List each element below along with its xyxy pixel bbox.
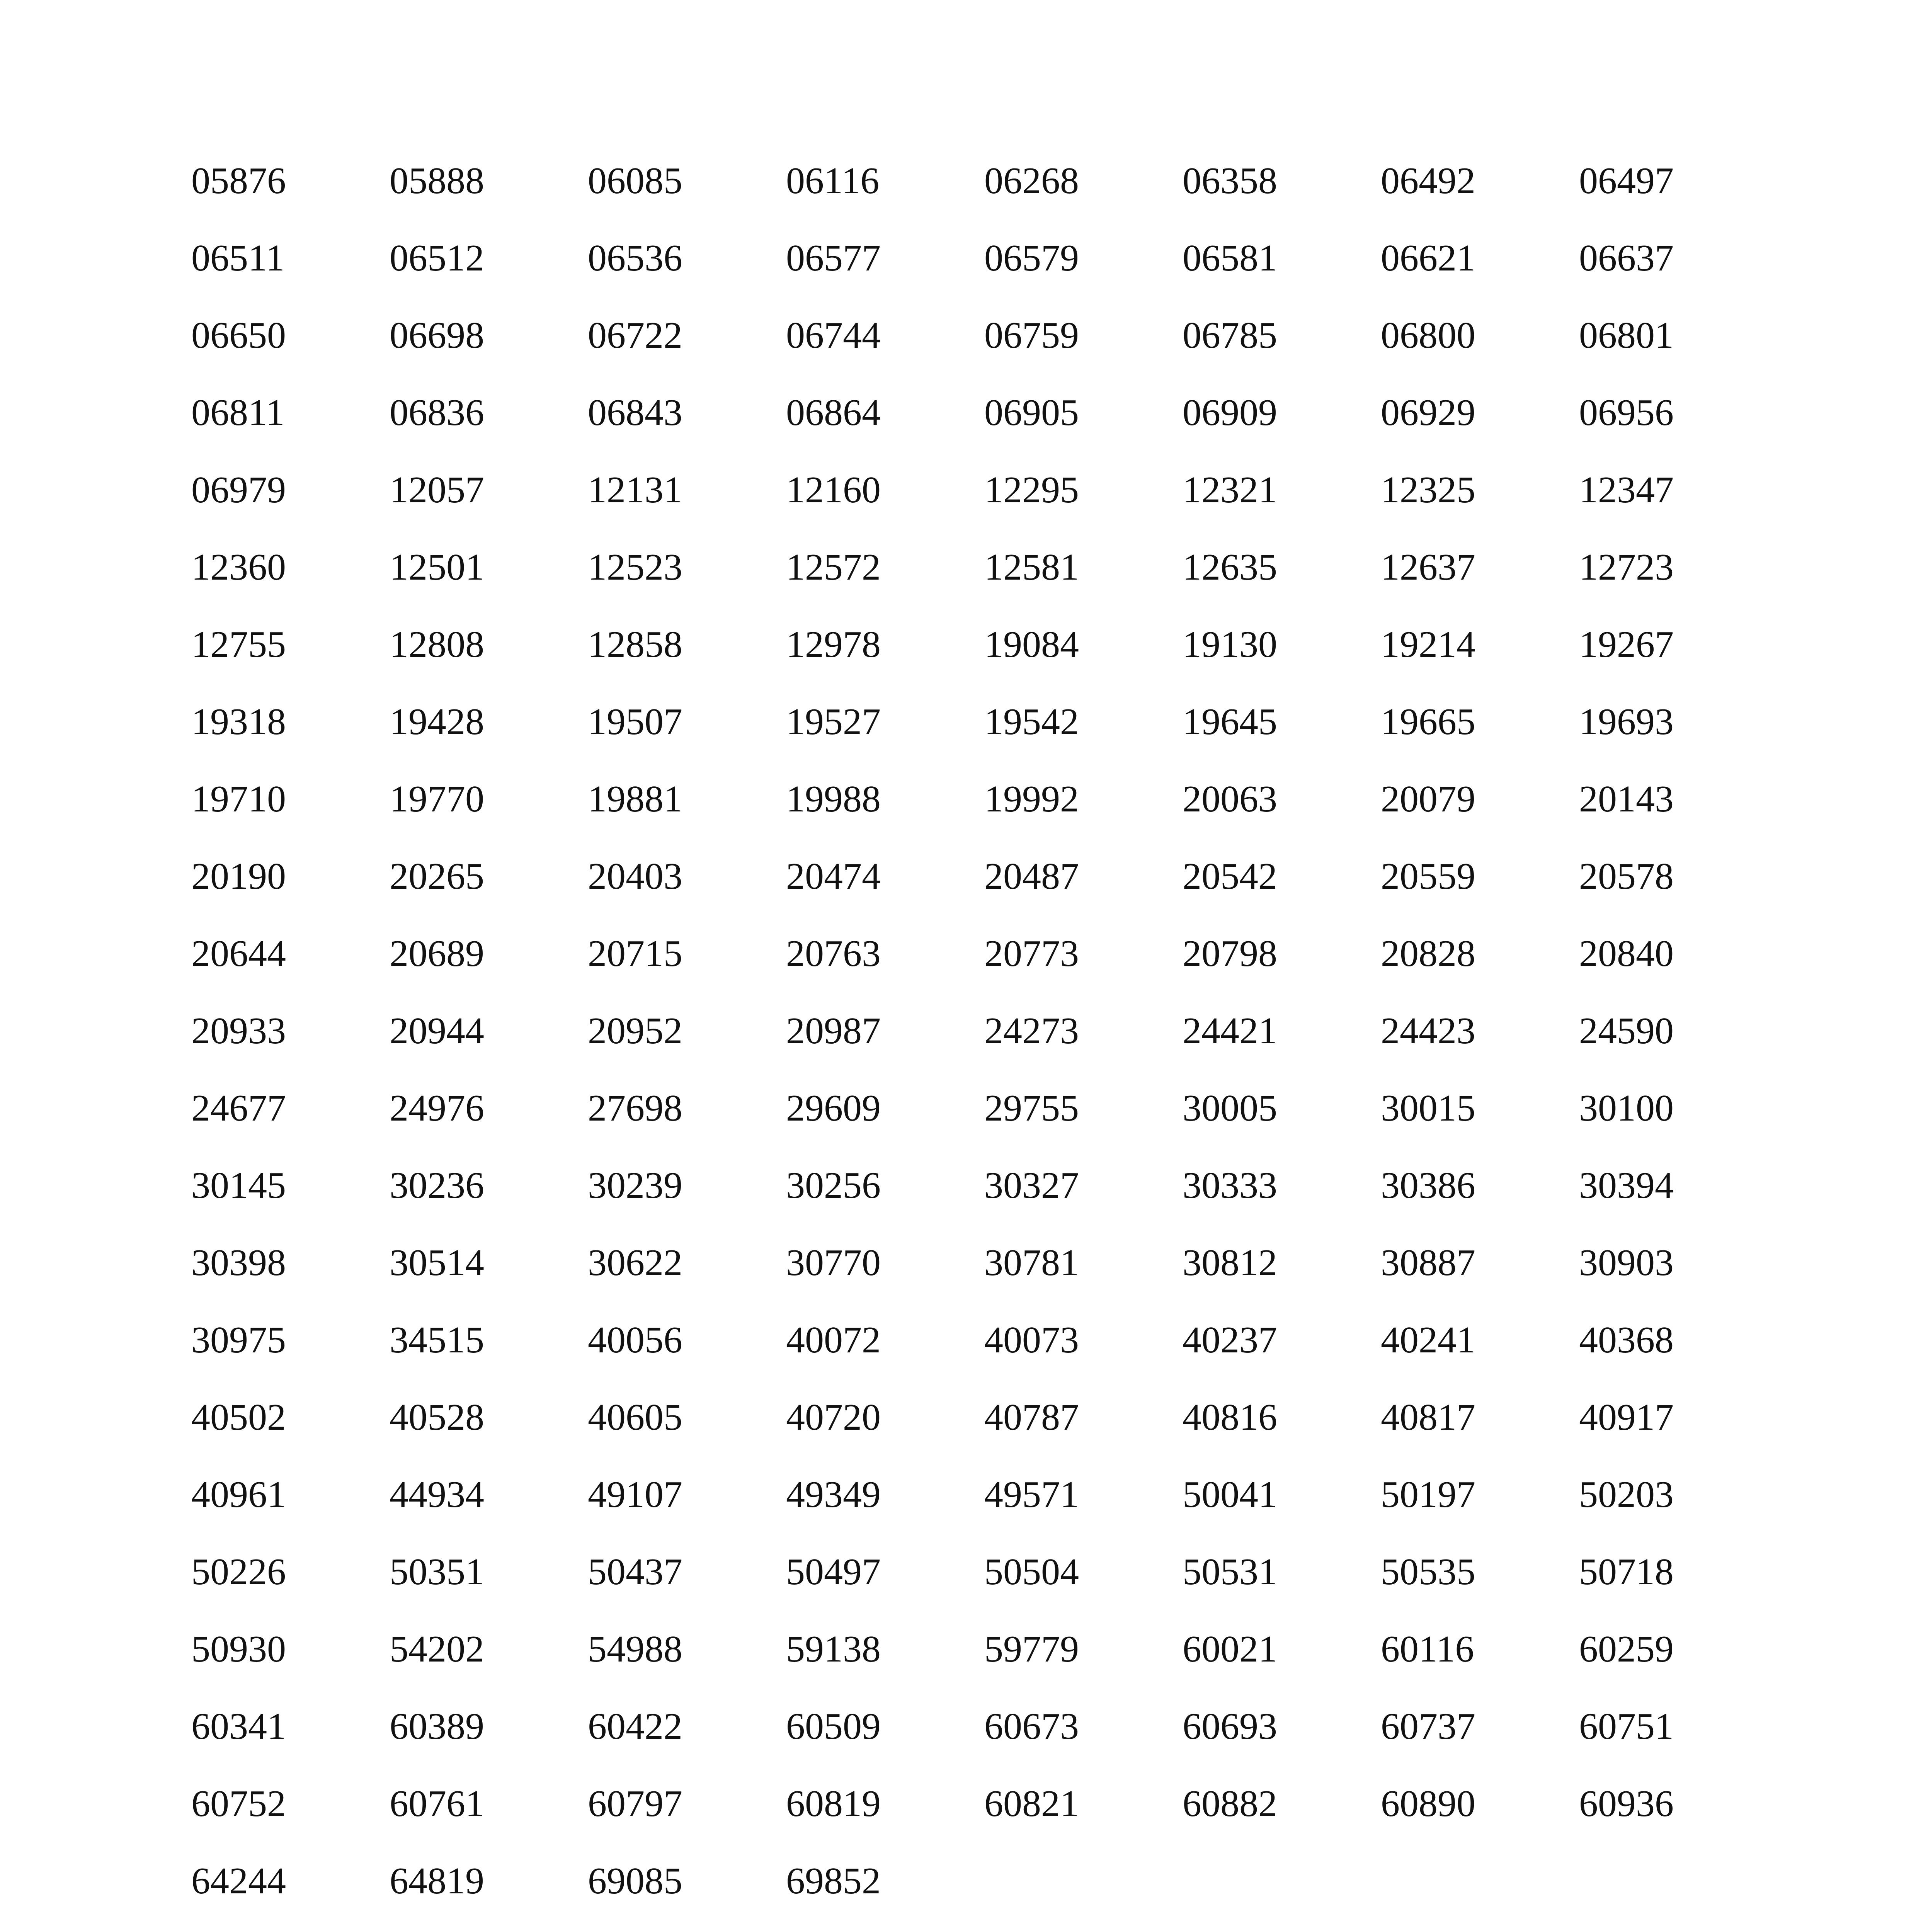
- number-cell: 40961: [191, 1474, 286, 1515]
- number-cell: 19992: [984, 778, 1079, 820]
- number-cell: 60890: [1381, 1783, 1475, 1825]
- number-cell: 40241: [1381, 1319, 1475, 1361]
- number-cell: 19267: [1579, 624, 1674, 665]
- number-cell: 06759: [984, 315, 1079, 356]
- number-cell: 30005: [1183, 1087, 1277, 1129]
- number-cell: 20542: [1183, 855, 1277, 897]
- number-cell: 30622: [588, 1242, 682, 1284]
- number-cell: 19693: [1579, 701, 1674, 743]
- number-cell: 59779: [984, 1628, 1079, 1670]
- number-cell: 60751: [1579, 1706, 1674, 1747]
- number-cell: 24976: [390, 1087, 484, 1129]
- number-cell: 20487: [984, 855, 1079, 897]
- number-cell: 12581: [984, 546, 1079, 588]
- number-cell: 19988: [786, 778, 881, 820]
- number-cell: 40072: [786, 1319, 881, 1361]
- number-cell: 20689: [390, 933, 484, 975]
- number-cell: 50197: [1381, 1474, 1475, 1515]
- number-cell: 06268: [984, 160, 1079, 202]
- number-cell: 05876: [191, 160, 286, 202]
- number-cell: 12723: [1579, 546, 1674, 588]
- number-cell: 12808: [390, 624, 484, 665]
- number-cell: 60882: [1183, 1783, 1277, 1825]
- number-cell: 12978: [786, 624, 881, 665]
- number-cell: 30145: [191, 1165, 286, 1206]
- number-cell: 24590: [1579, 1010, 1674, 1052]
- number-cell: 49571: [984, 1474, 1079, 1515]
- number-cell: 40917: [1579, 1396, 1674, 1438]
- number-cell: 20828: [1381, 933, 1475, 975]
- number-cell: 60797: [588, 1783, 682, 1825]
- number-cell: 50497: [786, 1551, 881, 1593]
- number-cell: 60936: [1579, 1783, 1674, 1825]
- number-cell: 30903: [1579, 1242, 1674, 1284]
- number-cell: 12160: [786, 469, 881, 511]
- number-cell: 50504: [984, 1551, 1079, 1593]
- number-cell: 60509: [786, 1706, 881, 1747]
- number-cell: 27698: [588, 1087, 682, 1129]
- number-cell: 50041: [1183, 1474, 1277, 1515]
- number-cell: 06512: [390, 237, 484, 279]
- number-cell: 12057: [390, 469, 484, 511]
- number-cell: 19084: [984, 624, 1079, 665]
- number-cell: 30975: [191, 1319, 286, 1361]
- number-cell: 60673: [984, 1706, 1079, 1747]
- number-cell: 50351: [390, 1551, 484, 1593]
- number-cell: 60819: [786, 1783, 881, 1825]
- number-cell: 06579: [984, 237, 1079, 279]
- number-cell: 54988: [588, 1628, 682, 1670]
- number-cell: 24421: [1183, 1010, 1277, 1052]
- number-cell: 34515: [390, 1319, 484, 1361]
- number-cell: 20063: [1183, 778, 1277, 820]
- number-cell: 30015: [1381, 1087, 1475, 1129]
- number-cell: 20987: [786, 1010, 881, 1052]
- number-cell: 59138: [786, 1628, 881, 1670]
- number-cell: 12325: [1381, 469, 1475, 511]
- number-cell: 29755: [984, 1087, 1079, 1129]
- number-cell: 30256: [786, 1165, 881, 1206]
- number-cell: 06864: [786, 392, 881, 434]
- number-cell: 50437: [588, 1551, 682, 1593]
- number-cell: 19710: [191, 778, 286, 820]
- number-cell: 30386: [1381, 1165, 1475, 1206]
- number-cell: 20559: [1381, 855, 1475, 897]
- number-cell: 06581: [1183, 237, 1277, 279]
- number-cell: 06085: [588, 160, 682, 202]
- number-cell: 60761: [390, 1783, 484, 1825]
- number-cell: 06536: [588, 237, 682, 279]
- number-cell: 06698: [390, 315, 484, 356]
- number-cell: 40787: [984, 1396, 1079, 1438]
- number-cell: 06929: [1381, 392, 1475, 434]
- number-cell: 50718: [1579, 1551, 1674, 1593]
- number-cell: 30770: [786, 1242, 881, 1284]
- number-cell: 06511: [191, 237, 285, 279]
- number-cell: 69852: [786, 1860, 881, 1902]
- number-cell: 24677: [191, 1087, 286, 1129]
- number-cell: 06836: [390, 392, 484, 434]
- number-cell: 30394: [1579, 1165, 1674, 1206]
- number-cell: 30239: [588, 1165, 682, 1206]
- number-cell: 19645: [1183, 701, 1277, 743]
- number-cell: 40237: [1183, 1319, 1277, 1361]
- number-cell: 19318: [191, 701, 286, 743]
- number-cell: 19527: [786, 701, 881, 743]
- number-cell: 44934: [390, 1474, 484, 1515]
- number-cell: 50535: [1381, 1551, 1475, 1593]
- number-cell: 19542: [984, 701, 1079, 743]
- number-cell: 29609: [786, 1087, 881, 1129]
- number-cell: 06577: [786, 237, 881, 279]
- number-cell: 24273: [984, 1010, 1079, 1052]
- number-cell: 06744: [786, 315, 881, 356]
- number-cell: 50203: [1579, 1474, 1674, 1515]
- number-cell: 30327: [984, 1165, 1079, 1206]
- number-cell: 49349: [786, 1474, 881, 1515]
- number-cell: 06358: [1183, 160, 1277, 202]
- number-cell: 60693: [1183, 1706, 1277, 1747]
- number-cell: 06621: [1381, 237, 1475, 279]
- number-cell: 12572: [786, 546, 881, 588]
- number-cell: 60737: [1381, 1706, 1475, 1747]
- number-cell: 19665: [1381, 701, 1475, 743]
- number-cell: 12523: [588, 546, 682, 588]
- number-cell: 20933: [191, 1010, 286, 1052]
- number-cell: 50226: [191, 1551, 286, 1593]
- number-cell: 06811: [191, 392, 285, 434]
- number-cell: 60821: [984, 1783, 1079, 1825]
- number-cell: 12295: [984, 469, 1079, 511]
- number-cell: 20763: [786, 933, 881, 975]
- number-cell: 64819: [390, 1860, 484, 1902]
- number-cell: 30887: [1381, 1242, 1475, 1284]
- number-list-top: [191, 142, 1777, 1920]
- number-cell: 12637: [1381, 546, 1475, 588]
- number-cell: 60341: [191, 1706, 286, 1747]
- number-cell: 30781: [984, 1242, 1079, 1284]
- number-cell: 40368: [1579, 1319, 1674, 1361]
- number-cell: 30333: [1183, 1165, 1277, 1206]
- number-cell: 40056: [588, 1319, 682, 1361]
- number-cell: 12321: [1183, 469, 1277, 511]
- number-cell: 20798: [1183, 933, 1277, 975]
- number-cell: 54202: [390, 1628, 484, 1670]
- number-cell: 60752: [191, 1783, 286, 1825]
- number-cell: 30812: [1183, 1242, 1277, 1284]
- number-cell: 60259: [1579, 1628, 1674, 1670]
- number-cell: 20644: [191, 933, 286, 975]
- number-cell: 12635: [1183, 546, 1277, 588]
- number-cell: 06722: [588, 315, 682, 356]
- number-cell: 06497: [1579, 160, 1674, 202]
- number-cell: 20578: [1579, 855, 1674, 897]
- number-cell: 50531: [1183, 1551, 1277, 1593]
- number-cell: 60422: [588, 1706, 682, 1747]
- number-cell: 20079: [1381, 778, 1475, 820]
- number-cell: 64244: [191, 1860, 286, 1902]
- number-cell: 40605: [588, 1396, 682, 1438]
- number-cell: 20474: [786, 855, 881, 897]
- number-cell: 19881: [588, 778, 682, 820]
- number-cell: 40528: [390, 1396, 484, 1438]
- number-cell: 06650: [191, 315, 286, 356]
- number-cell: 30100: [1579, 1087, 1674, 1129]
- number-cell: 06843: [588, 392, 682, 434]
- number-cell: 06785: [1183, 315, 1277, 356]
- number-cell: 30514: [390, 1242, 484, 1284]
- number-cell: 12360: [191, 546, 286, 588]
- number-cell: 20265: [390, 855, 484, 897]
- number-cell: 20190: [191, 855, 286, 897]
- number-cell: 24423: [1381, 1010, 1475, 1052]
- number-cell: 20143: [1579, 778, 1674, 820]
- number-cell: 40816: [1183, 1396, 1277, 1438]
- number-cell: 06956: [1579, 392, 1674, 434]
- number-cell: 30236: [390, 1165, 484, 1206]
- number-cell: 06116: [786, 160, 880, 202]
- number-cell: 06492: [1381, 160, 1475, 202]
- number-cell: 60389: [390, 1706, 484, 1747]
- number-cell: 20403: [588, 855, 682, 897]
- number-cell: 12131: [588, 469, 682, 511]
- number-cell: 60116: [1381, 1628, 1474, 1670]
- number-cell: 12858: [588, 624, 682, 665]
- number-cell: 30398: [191, 1242, 286, 1284]
- number-cell: 06909: [1183, 392, 1277, 434]
- number-cell: 06801: [1579, 315, 1674, 356]
- number-cell: 19428: [390, 701, 484, 743]
- number-cell: 19214: [1381, 624, 1475, 665]
- number-cell: 12501: [390, 546, 484, 588]
- number-cell: 06800: [1381, 315, 1475, 356]
- number-cell: 19770: [390, 778, 484, 820]
- number-cell: 40073: [984, 1319, 1079, 1361]
- number-cell: 12755: [191, 624, 286, 665]
- number-cell: 20944: [390, 1010, 484, 1052]
- number-cell: 05888: [390, 160, 484, 202]
- number-cell: 60021: [1183, 1628, 1277, 1670]
- number-cell: 69085: [588, 1860, 682, 1902]
- number-cell: 40817: [1381, 1396, 1475, 1438]
- number-cell: 50930: [191, 1628, 286, 1670]
- number-cell: 19507: [588, 701, 682, 743]
- number-cell: 06637: [1579, 237, 1674, 279]
- number-cell: 20840: [1579, 933, 1674, 975]
- number-cell: 20952: [588, 1010, 682, 1052]
- number-cell: 20715: [588, 933, 682, 975]
- number-cell: 49107: [588, 1474, 682, 1515]
- number-cell: 06979: [191, 469, 286, 511]
- number-cell: 40720: [786, 1396, 881, 1438]
- number-cell: 20773: [984, 933, 1079, 975]
- number-cell: 19130: [1183, 624, 1277, 665]
- number-cell: 40502: [191, 1396, 286, 1438]
- number-cell: 12347: [1579, 469, 1674, 511]
- number-cell: 06905: [984, 392, 1079, 434]
